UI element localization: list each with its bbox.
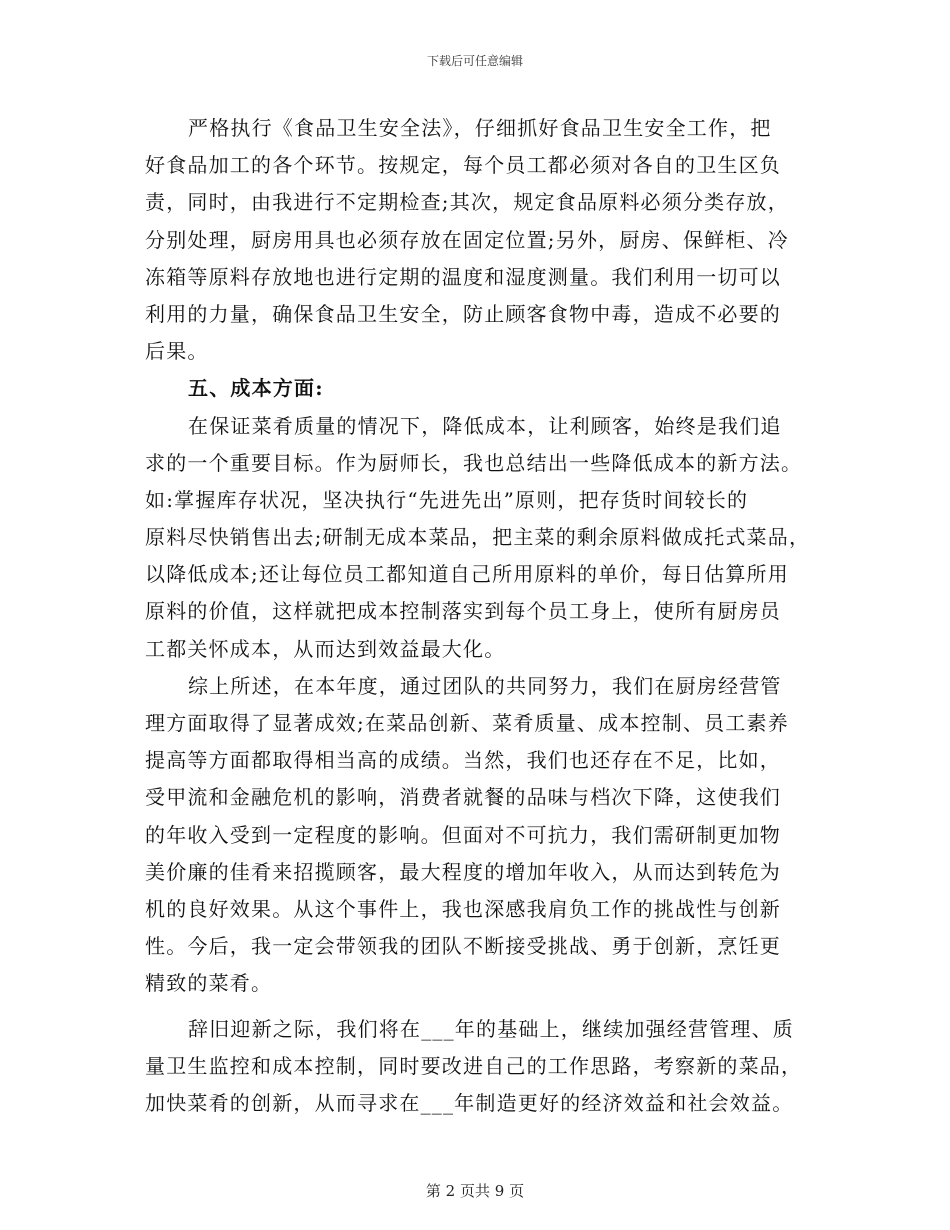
text-line: 提高等方面都取得相当高的成绩。当然，我们也还存在不足，比如， bbox=[145, 748, 781, 773]
text-line: 严格执行《食品卫生安全法》，仔细抓好食品卫生安全工作，把 bbox=[188, 116, 772, 140]
text-line: 后果。 bbox=[145, 339, 209, 364]
text-line: 精致的菜肴。 bbox=[145, 971, 273, 996]
text-line: 责，同时，由我进行不定期检查;其次，规定食品原料必须分类存放， bbox=[145, 190, 789, 215]
text-line: 如:掌握库存状况，坚决执行“先进先出”原则，把存货时间较长的 bbox=[145, 487, 749, 512]
section-heading: 五、成本方面: bbox=[188, 376, 324, 401]
text-line: 的年收入受到一定程度的影响。但面对不可抗力，我们需研制更加物 bbox=[145, 822, 781, 847]
text-line: 受甲流和金融危机的影响，消费者就餐的品味与档次下降，这使我们 bbox=[145, 785, 781, 810]
text-line: 辞旧迎新之际，我们将在___年的基础上，继续加强经营管理、质 bbox=[188, 1016, 794, 1041]
text-line: 加快菜肴的创新，从而寻求在___年制造更好的经济效益和社会效益。 bbox=[145, 1090, 794, 1115]
document-body bbox=[145, 110, 815, 1122]
text-line: 工都关怀成本，从而达到效益最大化。 bbox=[145, 636, 506, 661]
text-line: 量卫生监控和成本控制，同时要改进自己的工作思路，考察新的菜品， bbox=[145, 1053, 803, 1078]
text-line: 冻箱等原料存放地也进行定期的温度和湿度测量。我们利用一切可以 bbox=[145, 264, 781, 289]
text-line: 利用的力量，确保食品卫生安全，防止顾客食物中毒，造成不必要的 bbox=[145, 301, 781, 326]
text-line: 分别处理，厨房用具也必须存放在固定位置;另外，厨房、保鲜柜、冷 bbox=[145, 227, 789, 252]
text-line: 美价廉的佳肴来招揽顾客，最大程度的增加年收入，从而达到转危为 bbox=[145, 859, 781, 884]
text-line: 好食品加工的各个环节。按规定，每个员工都必须对各自的卫生区负 bbox=[145, 153, 781, 178]
paragraph-cost bbox=[145, 408, 815, 668]
text-line: 以降低成本;还让每位员工都知道自己所用原料的单价，每日估算所用 bbox=[145, 562, 789, 587]
text-line: 综上所述，在本年度，通过团队的共同努力，我们在厨房经营管 bbox=[188, 673, 782, 698]
text-line: 在保证菜肴质量的情况下，降低成本，让利顾客，始终是我们追 bbox=[188, 413, 782, 438]
text-line: 原料尽快销售出去;研制无成本菜品，把主菜的剩余原料做成托式菜品， bbox=[145, 525, 811, 550]
paragraph-gap bbox=[145, 1003, 815, 1011]
text-line: 理方面取得了显著成效;在菜品创新、菜肴质量、成本控制、员工素养 bbox=[145, 711, 789, 735]
text-line: 机的良好效果。从这个事件上，我也深感我肩负工作的挑战性与创新 bbox=[145, 896, 781, 921]
paragraph-summary bbox=[145, 668, 815, 1003]
paragraph-food-safety bbox=[145, 110, 815, 370]
text-line: 性。今后，我一定会带领我的团队不断接受挑战、勇于创新，烹饪更 bbox=[145, 934, 781, 959]
text-line: 原料的价值，这样就把成本控制落实到每个员工身上，使所有厨房员 bbox=[145, 599, 781, 624]
paragraph-new-year bbox=[145, 1011, 815, 1123]
section-heading-cost bbox=[145, 370, 815, 407]
page-header: 下载后可任意编辑 bbox=[426, 54, 523, 68]
text-line: 求的一个重要目标。作为厨师长，我也总结出一些降低成本的新方法。 bbox=[145, 450, 803, 475]
page-footer: 第 2 页共 9 页 bbox=[425, 1182, 525, 1200]
